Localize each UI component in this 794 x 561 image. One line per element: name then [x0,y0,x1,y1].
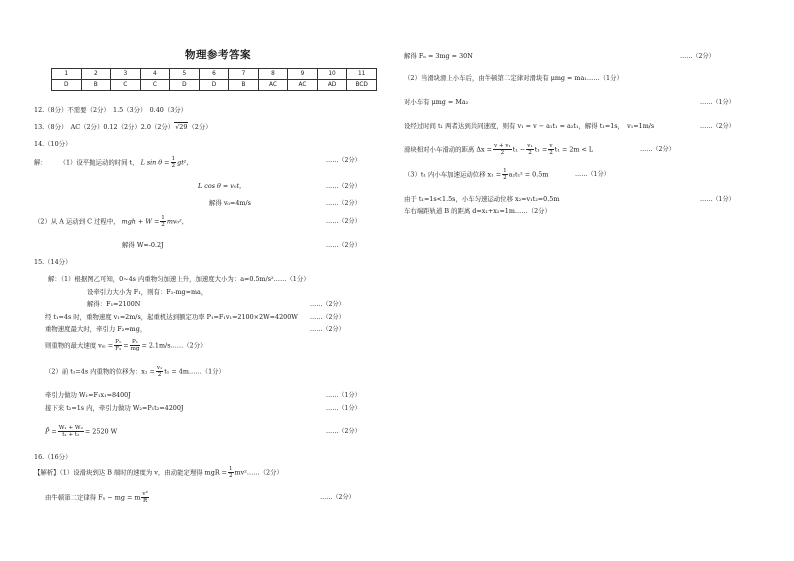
fraction-numerator: 1 [229,466,233,472]
q16-line1-end: mv²……（2分） [234,468,283,477]
table-cell: 9 [288,69,318,80]
q16-right-line5 [404,143,593,156]
table-cell: AD [317,80,347,91]
q15-line4-points: ……（2分） [310,314,345,321]
q16-line1 [34,466,283,479]
q15-line10 [45,425,117,438]
q16-right-line3-points: ……（1分） [700,99,735,106]
fraction [58,425,84,438]
q12-answer: 12.（8分）不需要（2分） 1.5（3分） 0.40（3分） [34,106,188,114]
table-cell: 1 [52,69,82,80]
q14-line4-eq-end: mv₀²， [166,217,189,226]
fraction [502,168,508,181]
fraction-numerator: v₁ [156,365,163,371]
table-cell: 4 [140,69,170,80]
answer-table-answers-row [52,80,377,91]
q14-heading: 14.（10分） [34,140,72,148]
q14-line4-points: ……（2分） [326,218,361,225]
fraction-denominator: 2 [500,150,505,156]
fraction [228,466,234,479]
fraction [171,156,177,169]
fraction [160,215,166,228]
q16-right-line5-points: ……（2分） [640,146,675,153]
fraction-numerator: P₁ [115,339,122,345]
q15-line6-eq: = [123,341,129,350]
q16-right-line6 [404,168,548,181]
q15-line9-points: ……（1分） [326,405,361,412]
fraction-denominator: 2 [503,175,507,181]
fraction-numerator: W₁ + W₂ [58,425,83,431]
fraction-numerator: 1 [503,168,507,174]
q14-line2: L cos θ = v₀t， [198,182,246,190]
q16-right-line5-text: 滑块相对小车滑动的距离 Δx = [404,145,492,154]
q16-right-line1-points: ……（2分） [680,53,715,60]
fraction-denominator: 2 [549,150,553,156]
table-cell: 5 [170,69,200,80]
q14-line1-text: 解： （1）设平抛运动的时间 t， [34,158,139,167]
q15-line5-points: ……（2分） [310,326,345,333]
fraction [130,339,141,352]
q15-line3: 解得：F₁=2100N [87,300,141,308]
q16-right-line4-points: ……（2分） [700,123,735,130]
table-cell: B [229,80,259,91]
fraction-denominator: F₂ [115,346,122,352]
q16-right-line7: 由于 t₁=1s<1.5s，小车匀速运动位移 x₂=v₁t₂=0.5m [404,195,560,203]
table-cell: B [81,80,111,91]
q15-heading: 15.（14分） [34,258,72,266]
fraction-denominator: 2 [171,163,176,169]
fraction [493,143,512,156]
q15-line7 [45,365,225,378]
table-cell: C [111,80,141,91]
table-cell: AC [258,80,288,91]
q16-right-line5-mid: t₁ − [512,145,526,154]
fraction-denominator: 2 [161,222,165,228]
fraction-denominator: 2 [229,473,233,479]
q16-line1-text: 【解析】（1）设滑块到达 B 端时的速度为 v，由动能定理得 mgR = [34,468,228,477]
q16-line2-points: ……（2分） [320,494,355,501]
table-cell: BCD [347,80,377,91]
q14-line1 [34,156,193,169]
q14-line1-eq-end: gt²， [177,158,193,167]
fraction-numerator: v [549,143,553,149]
q16-right-line6-end: a₂t₁² = 0.5m [508,170,549,179]
q15-line8-points: ……（1分） [326,392,361,399]
fraction-numerator: v² [142,491,148,497]
q13-points: （2分） [188,123,212,131]
fraction-numerator: v + v₁ [493,143,511,149]
q15-line9: 接下来 t₂=1s 内，牵引力做功 W₂=P₁t₂=4200J [45,404,184,412]
q14-line3-points: ……（2分） [326,200,361,207]
table-cell: C [140,80,170,91]
q13-text: 13.（8分） AC（2分）0.12（2分）2.0（2分） [34,123,175,131]
fraction [141,491,148,504]
answer-table-numbers-row [52,69,377,80]
q14-line1-points: ……（2分） [326,157,361,164]
q14-line3: 解得 v₀=4m/s [209,199,251,207]
q15-line6 [45,339,207,352]
q15-line2: 设牵引力大小为 F₁，则有：F₁-mg=ma， [87,288,208,296]
q15-line1: 解：（1）根据图乙可知，0~4s 内重物匀加速上升，加速度大小为：a=0.5m/s²……（1分） [48,275,310,283]
table-cell: 3 [111,69,141,80]
q14-line1-eq: L sin θ = [140,158,170,167]
q16-right-line4: 设经过时间 t₁ 两者达到共同速度，则有 v₁ = v − a₁t₁ = a₂t₁，解得 t₁=1s， v₁=1m/s [404,122,655,130]
q16-line2-text: 由牛顿第二定律得 Fₙ − mg = m [45,493,141,502]
table-cell: D [199,80,229,91]
q13-sqrt: √29 [175,123,188,131]
fraction-numerator: 1 [171,156,176,162]
fraction-denominator: R [143,498,148,504]
q16-right-line7-points: ……（1分） [700,196,735,203]
fraction-denominator: mg [130,346,140,352]
q15-line10-points: ……（2分） [326,428,361,435]
fraction [156,365,163,378]
q16-right-line5-end: t₁ = 2m < L [554,145,594,154]
table-cell: 2 [81,69,111,80]
q14-line2-points: ……（2分） [326,183,361,190]
q15-line3-points: ……（2分） [310,301,345,308]
q14-line4-text: （2）从 A 运动到 C 过程中， [34,217,120,226]
q15-line8: 牵引力做功 W₁=F₁x₁=8400J [45,391,131,399]
fraction [526,143,533,156]
table-cell: 6 [199,69,229,80]
q16-right-line1: 解得 Fₙ = 3mg = 30N [404,52,473,60]
fraction-numerator: P₁ [130,339,141,346]
answer-table [51,68,377,91]
table-cell: 11 [347,69,377,80]
q16-right-line6-text: （3）t₁ 内小车加速运动位移 x₁ = [404,170,502,179]
q14-line4 [34,215,188,228]
table-cell: D [170,80,200,91]
q16-right-line3: 对小车有 μmg = Ma₂ [404,98,469,106]
q15-line4: 经 t₁=4s 时，重物速度 v₁=2m/s，起重机达到额定功率 P₁=F₁v₁=2100×2W=4200W [45,313,298,321]
q16-right-line5-mid2: t₁ = [534,145,548,154]
q16-right-line2: （2）当滑块滑上小车后，由牛顿第二定律对滑块有 μmg = ma₁……（1分） [404,74,623,82]
fraction-numerator: v₁ [527,143,533,149]
q14-line5: 解得 W=-0.2J [122,241,164,249]
table-cell: 10 [317,69,347,80]
table-cell: 8 [258,69,288,80]
q16-heading: 16.（16分） [34,453,72,461]
table-cell: AC [288,80,318,91]
table-cell: 7 [229,69,259,80]
q15-line7-text: （2）前 t₁=4s 内重物的位移为：x₁ = [45,367,155,376]
fraction [548,143,554,156]
fraction-numerator: 1 [161,215,165,221]
q16-right-line8: 车右端距轨道 B 的距离 d=x₁+x₂=1m……（2分） [404,207,551,215]
q15-line5: 重物速度最大时，牵引力 F₂=mg， [45,325,147,333]
fraction-denominator: t₁ + t₂ [62,432,80,438]
q16-line2 [45,491,150,504]
q16-right-line6-points: ……（1分） [575,171,610,178]
page-title: 物理参考答案 [185,49,251,61]
q14-line4-eq: mgh + W = [121,217,160,226]
q13-answer [34,123,212,132]
q15-line10-text: P̄ = [45,427,57,436]
fraction-denominator: 2 [528,150,532,156]
q15-line6-text: 则重物的最大速度 vₘ = [45,341,114,350]
q15-line7-end: t₁ = 4m……（1分） [164,367,225,376]
q15-line6-end: = 2.1m/s……（2分） [141,341,207,350]
table-cell: D [52,80,82,91]
q15-line10-end: = 2520 W [84,427,118,436]
q14-line5-points: ……（2分） [326,242,361,249]
fraction [114,339,122,352]
fraction-denominator: 2 [157,372,162,378]
